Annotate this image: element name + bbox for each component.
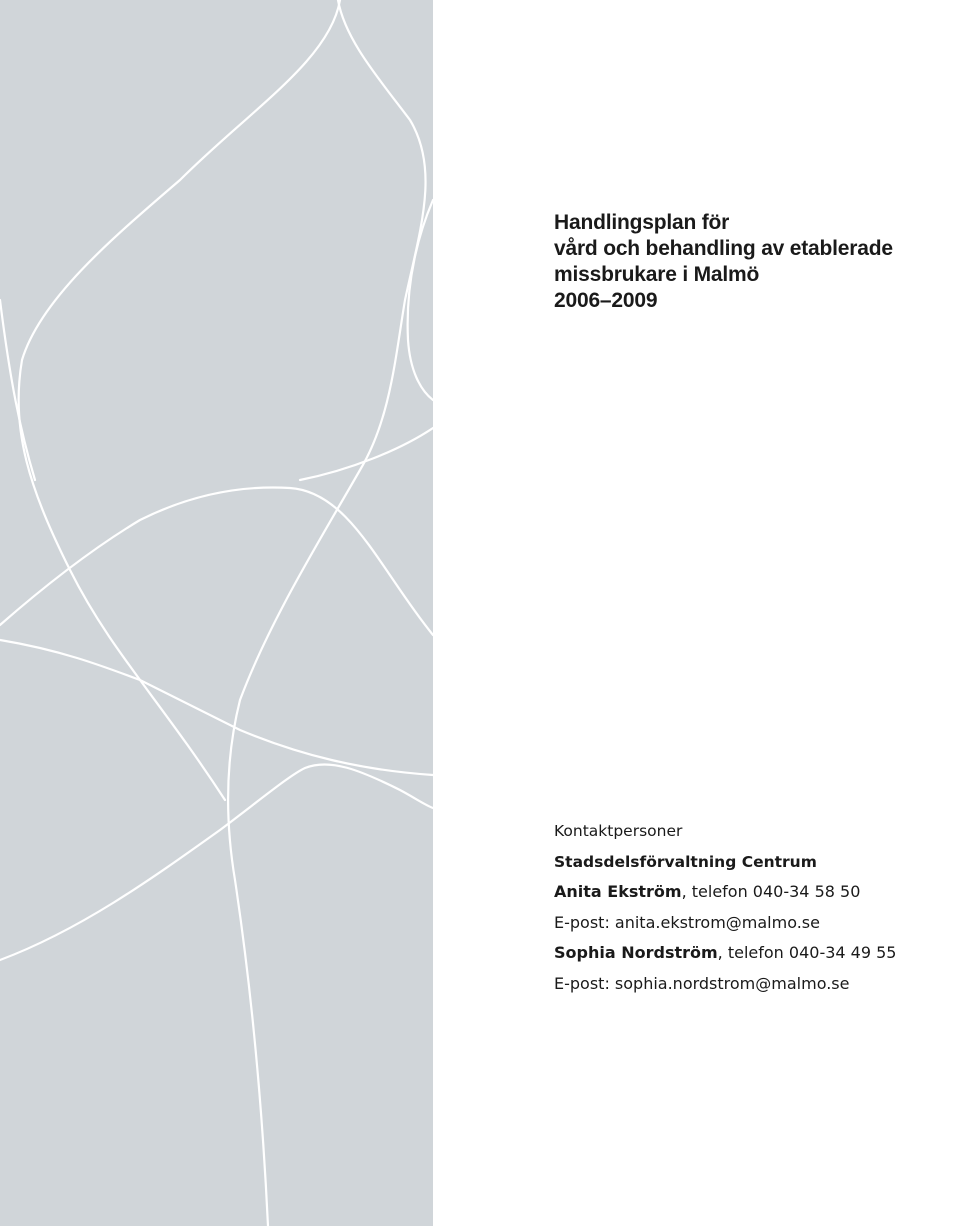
- title-line-2: vård och behandling av etablerade: [554, 237, 893, 260]
- contact-person-2: [554, 938, 954, 969]
- contact-email-1: E-post: anita.ekstrom@malmo.se: [554, 912, 820, 932]
- curve-line: [0, 640, 433, 775]
- title-line-4-years: 2006–2009: [554, 289, 658, 312]
- contact-section: [554, 816, 954, 999]
- decorative-side-panel: [0, 0, 433, 1226]
- contact-email-2: E-post: sophia.nordstrom@malmo.se: [554, 973, 850, 993]
- contact-phone-1: , telefon 040-34 58 50: [681, 882, 861, 901]
- contact-phone-2: , telefon 040-34 49 55: [717, 943, 897, 962]
- contact-organization: Stadsdelsförvaltning Centrum: [554, 852, 817, 871]
- contact-person-1: [554, 877, 954, 908]
- contact-name-2: Sophia Nordström: [554, 943, 718, 962]
- curve-line: [300, 428, 433, 480]
- curve-line: [0, 300, 35, 480]
- title-line-3: missbrukare i Malmö: [554, 263, 760, 286]
- curve-line: [0, 764, 433, 960]
- curve-line: [228, 0, 426, 1226]
- contact-name-1: Anita Ekström: [554, 882, 682, 901]
- curved-line-pattern: [0, 0, 433, 1226]
- contact-heading: Kontaktpersoner: [554, 822, 683, 840]
- title-line-1: Handlingsplan för: [554, 211, 730, 234]
- curve-line: [19, 0, 340, 800]
- document-title: [554, 210, 954, 314]
